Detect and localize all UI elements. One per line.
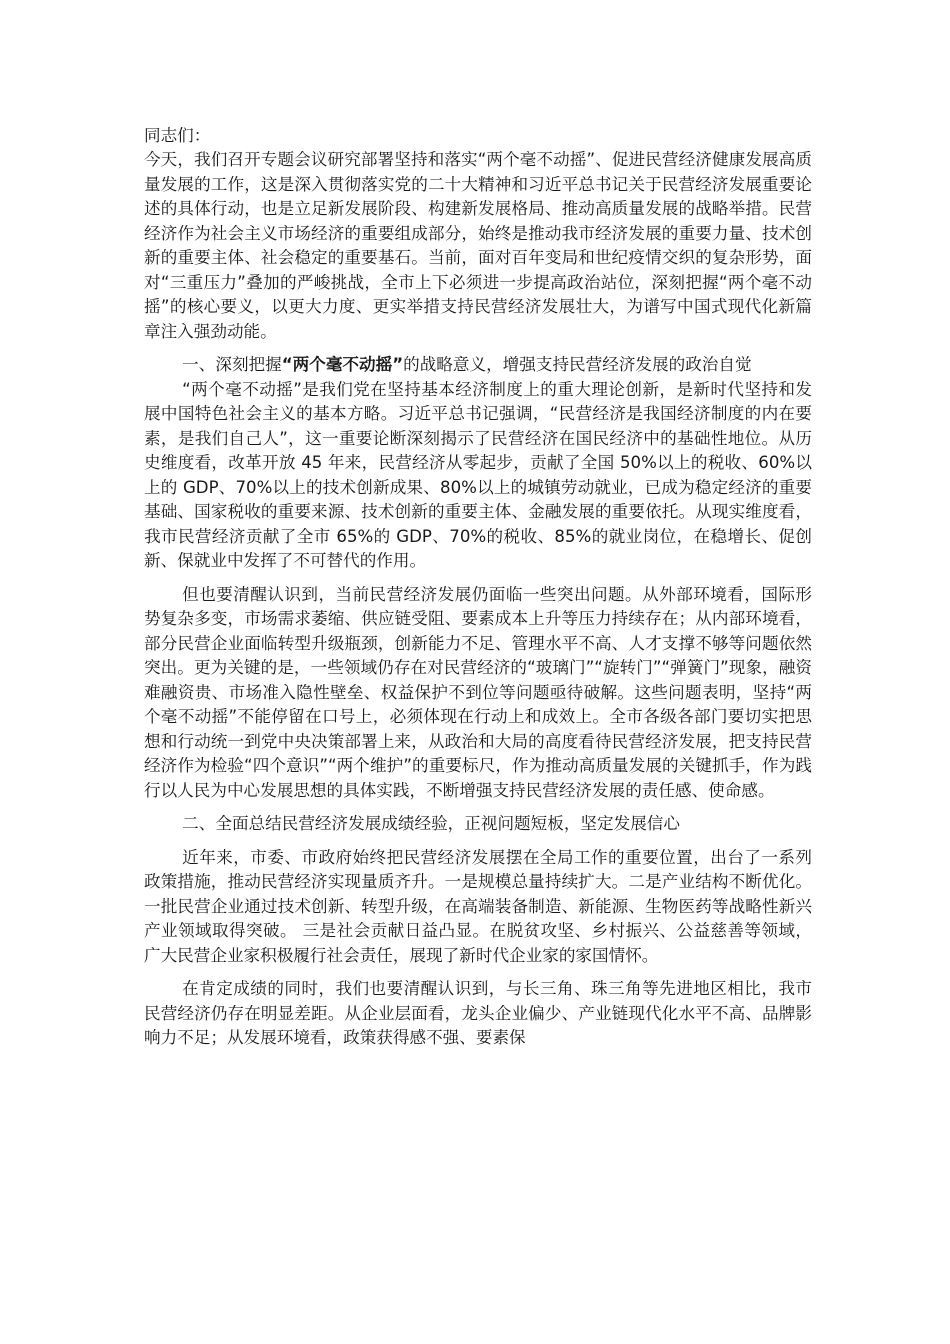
section-1-heading-pre: 一、深刻把握 — [182, 355, 282, 374]
section-1-paragraph-2: 但也要清醒认识到，当前民营经济发展仍面临一些突出问题。从外部环境看，国际形势复杂多变，市场需求萎缩、供应链受阻、要素成本上升等压力持续存在；从内部环境看，部分民营企业面临转型升级瓶颈，创新能力不足、管理水平不高、人才支撑不够等问题依然突出。更为关键的是，一些领域仍存在对民营经济的“玻璃门”“旋转门”“弹簧门”现象，融资难融资贵、市场准入隐性壁垒、权益保护不到位等问题亟待破解。这些问题表明，坚持“两个毫不动摇”不能停留在口号上，必须体现在行动上和成效上。全市各级各部门要切实把思想和行动统一到党中央决策部署上来，从政治和大局的高度看待民营经济发展，把支持民营经济作为检验“四个意识”“两个维护”的重要标尺，作为推动高质量发展的关键抓手，作为践行以人民为中心发展思想的具体实践，不断增强支持民营经济发展的责任感、使命感。 — [144, 584, 812, 800]
section-1-paragraph-1: “两个毫不动摇”是我们党在坚持基本经济制度上的重大理论创新，是新时代坚持和发展中国特色社会主义的基本方略。习近平总书记强调，“民营经济是我国经济制度的内在要素，是我们自己人”，这一重要论断深刻揭示了民营经济在国民经济中的基础性地位。从历史维度看，改革开放 45 年来，民营经济从零起步，贡献了全国 50%以上的税收、60%以上的 GDP、70%以上的技术创新成果、80%以上的城镇劳动就业，已成为稳定经济的重要基础、国家税收的重要来源、技术创新的重要主体、金融发展的重要依托。从现实维度看，我市民营经济贡献了全市 65%的 GDP、70%的税收、85%的就业岗位，在稳增长、促创新、保就业中发挥了不可替代的作用。 — [144, 379, 812, 570]
section-1-heading-quote: “两个毫不动摇” — [281, 355, 404, 374]
document-page — [144, 124, 812, 1051]
section-2-paragraph-2: 在肯定成绩的同时，我们也要清醒认识到，与长三角、珠三角等先进地区相比，我市民营经济仍存在明显差距。从企业层面看，龙头企业偏少、产业链现代化水平不高、品牌影响力不足；从发展环境看，政策获得感不强、要素保 — [144, 979, 812, 1047]
section-2-heading: 二、全面总结民营经济发展成绩经验，正视问题短板，坚定发展信心 — [182, 814, 680, 833]
salutation: 同志们： — [144, 126, 211, 145]
section-1-heading-post: 的战略意义，增强支持民营经济发展的政治自觉 — [403, 355, 752, 374]
intro-paragraph: 今天，我们召开专题会议研究部署坚持和落实“两个毫不动摇”、促进民营经济健康发展高质量发展的工作，这是深入贯彻落实党的二十大精神和习近平总书记关于民营经济发展重要论述的具体行动，也是立足新发展阶段、构建新发展格局、推动高质量发展的战略举措。民营经济作为社会主义市场经济的重要组成部分，始终是推动我市经济发展的重要力量、技术创新的重要主体、社会稳定的重要基石。当前，面对百年变局和世纪疫情交织的复杂形势，面对“三重压力”叠加的严峻挑战，全市上下必须进一步提高政治站位，深刻把握“两个毫不动摇”的核心要义，以更大力度、更实举措支持民营经济发展壮大，为谱写中国式现代化新篇章注入强劲动能。 — [144, 150, 812, 341]
section-2-paragraph-1: 近年来，市委、市政府始终把民营经济发展摆在全局工作的重要位置，出台了一系列政策措施，推动民营经济实现量质齐升。一是规模总量持续扩大。二是产业结构不断优化。一批民营企业通过技术创新、转型升级，在高端装备制造、新能源、生物医药等战略性新兴产业领域取得突破。 三是社会贡献日益凸显。在脱贫攻坚、乡村振兴、公益慈善等领域，广大民营企业家积极履行社会责任，展现了新时代企业家的家国情怀。 — [144, 847, 812, 965]
section-1-heading — [144, 353, 812, 378]
